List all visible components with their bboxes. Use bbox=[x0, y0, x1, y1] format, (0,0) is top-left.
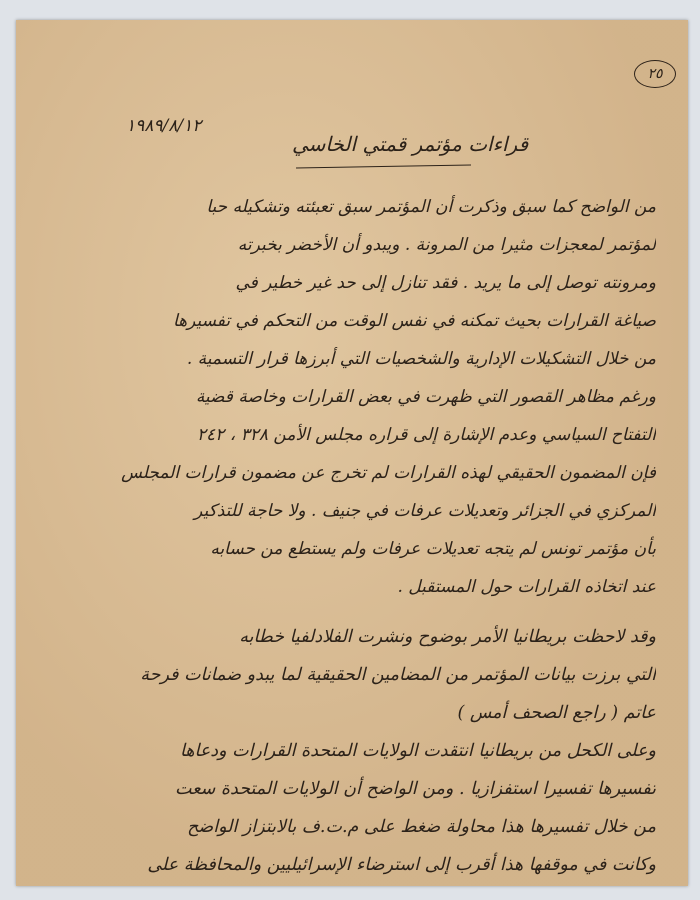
text-line: وقد لاحظت بريطانيا الأمر بوضوح ونشرت الفلادلفيا خطابه bbox=[239, 627, 656, 647]
text-line: التفتاح السياسي وعدم الإشارة إلى قراره مجلس الأمن ٣٢٨ ، ٢٤٢ bbox=[196, 425, 656, 445]
document-date: ١٩٨٩/٨/١٢ bbox=[126, 116, 202, 136]
document-sheet bbox=[16, 20, 688, 886]
text-line: تفسيرها تفسيرا استفزازيا . ومن الواضح أن الولايات المتحدة سعت bbox=[175, 779, 656, 799]
text-line: صياغة القرارات بحيث تمكنه في نفس الوقت من التحكم في تفسيرها bbox=[172, 311, 656, 331]
text-line: ورغم مظاهر القصور التي ظهرت في بعض القرارات وخاصة قضية bbox=[195, 387, 656, 407]
text-line: عند اتخاذه القرارات حول المستقبل . bbox=[397, 577, 656, 597]
text-line: فإن المضمون الحقيقي لهذه القرارات لم تخرج عن مضمون قرارات المجلس bbox=[121, 463, 656, 483]
paragraph-gap bbox=[56, 606, 656, 618]
text-line: من الواضح كما سبق وذكرت أن المؤتمر سبق تعبئته وتشكيله حبا bbox=[206, 197, 656, 217]
text-line: من خلال تفسيرها هذا محاولة ضغط على م.ت.ف بالابتزاز الواضح bbox=[187, 817, 656, 837]
text-line: من خلال التشكيلات الإدارية والشخصيات التي أبرزها قرار التسمية . bbox=[186, 349, 656, 369]
text-line: المركزي في الجزائر وتعديلات عرفات في جنيف . ولا حاجة للتذكير bbox=[194, 501, 656, 521]
text-line: ومرونته توصل إلى ما يريد . فقد تنازل إلى حد غير خطير في bbox=[235, 273, 656, 293]
text-line: عاتم ( راجع الصحف أمس ) bbox=[457, 703, 656, 723]
page-number: ٢٥ bbox=[634, 60, 676, 88]
text-line: لمؤتمر لمعجزات مثيرا من المرونة . ويبدو أن الأخضر بخبرته bbox=[237, 235, 656, 255]
title-underline bbox=[296, 164, 471, 168]
text-line: وكانت في موقفها هذا أقرب إلى استرضاء الإسرائيليين والمحافظة على bbox=[147, 855, 656, 875]
document-body bbox=[56, 188, 656, 884]
text-line: بأن مؤتمر تونس لم يتجه تعديلات عرفات ولم يستطع من حسابه bbox=[210, 539, 656, 559]
document-title: قراءات مؤتمر قمتي الخاسي bbox=[292, 132, 529, 156]
text-line: التي برزت بيانات المؤتمر من المضامين الحقيقية لما يبدو ضمانات فرحة bbox=[140, 665, 656, 685]
text-line: وعلى الكحل من بريطانيا انتقدت الولايات المتحدة القرارات ودعاها bbox=[179, 741, 656, 761]
